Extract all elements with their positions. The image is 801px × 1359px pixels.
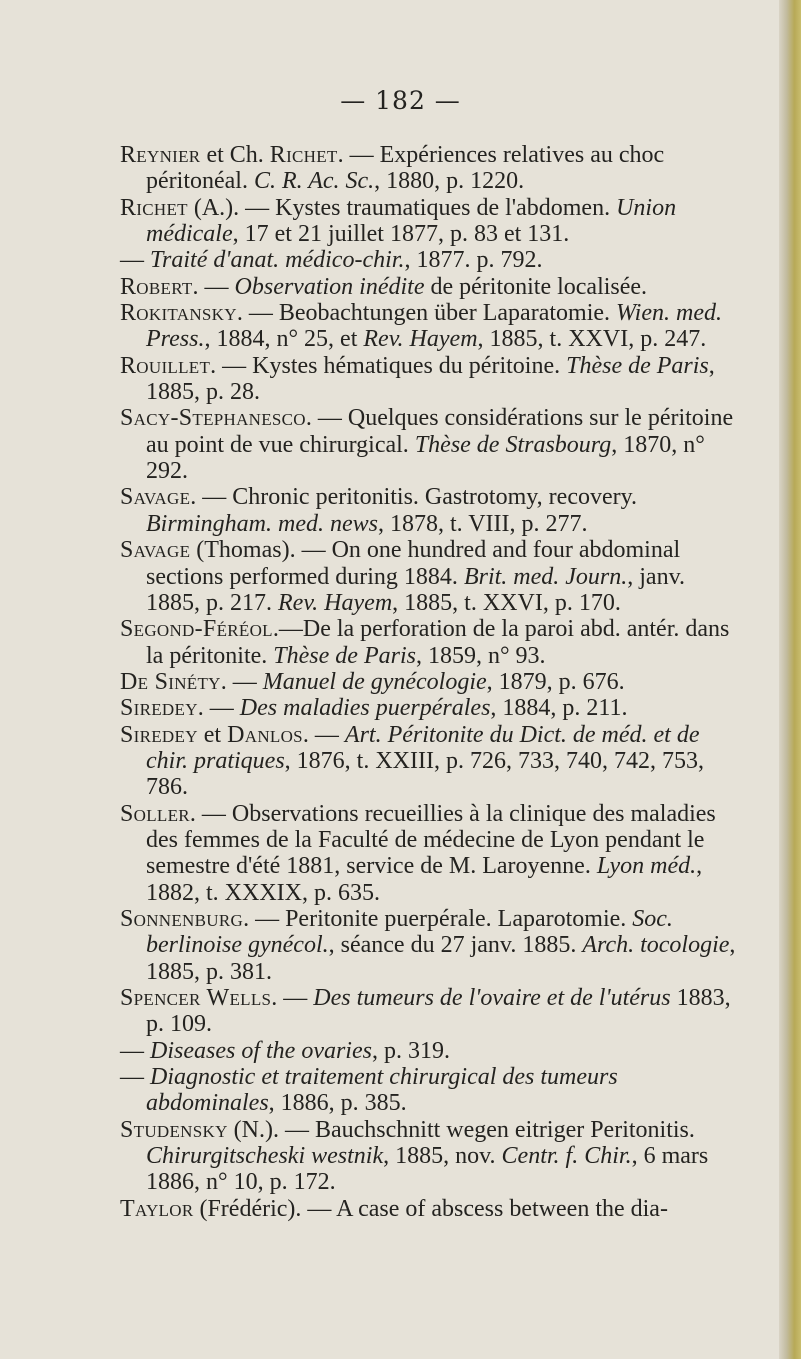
entry-author: Siredey (120, 721, 198, 748)
entry-source: C. R. Ac. Sc. (253, 168, 375, 195)
entry-source: Brit. med. Journ. (463, 563, 628, 590)
bibliography-entry: Sonnenburg. — Peritonite puerpérale. Laparotomie. Soc. berlinoise gynécol., séance du 27 janv. 1885. Arch. tocologie, 1885, p. 381. (120, 905, 736, 985)
bibliography-entry: Richet (A.). — Kystes traumatiques de l'abdomen. Union médicale, 17 et 21 juillet 1877, p. 83 et 131. (120, 194, 677, 248)
entry-source: Rev. Hayem (363, 326, 478, 353)
entry-author: Richet (120, 194, 188, 221)
entry-source: Observation inédite (234, 273, 425, 300)
entry-author: Richet (269, 142, 338, 168)
entry-source: Thèse de Strasbourg (414, 431, 612, 458)
bibliography-entry: Sacy-Stephanesco. — Quelques considérations sur le péritoine au point de vue chirurgical. Thèse de Strasbourg, 1870, n° 292. (120, 405, 734, 485)
entry-author: Sacy-Stephanesco (120, 405, 306, 432)
bibliography-entry: Siredey et Danlos. — Art. Péritonite du Dict. de méd. et de chir. pratiques, 1876, t. XXIII, p. 726, 733, 740, 742, 753, 786. (120, 721, 704, 801)
bibliography-entry: Rokitansky. — Beobachtungen über Laparatomie. Wien. med. Press., 1884, n° 25, et Rev. Hayem, 1885, t. XXVI, p. 247. (120, 300, 722, 353)
entry-source: Rev. Hayem (278, 589, 393, 616)
bibliography-entry: Studensky (N.). — Bauchschnitt wegen eitriger Peritonitis. Chirurgitscheski westnik, 1885, nov. Centr. f. Chir., 6 mars 1886, n° 10, p. 172. (120, 1116, 709, 1196)
entry-author: Soller (120, 800, 190, 827)
bibliography-entry: Siredey. — Des maladies puerpérales, 1884, p. 211. (120, 695, 628, 722)
bibliography-entry: Taylor (Frédéric). — A case of abscess between the dia- (120, 1195, 668, 1222)
page-edge-shadow (779, 0, 801, 1359)
page-number: — 182 — (340, 86, 461, 115)
entry-source: Soc. berlinoise gynécol. (146, 905, 673, 959)
entry-author: Robert (120, 273, 193, 300)
entry-author: Segond-Féréol (120, 616, 273, 643)
entry-author: Sonnenburg (120, 905, 244, 932)
entry-source: Diagnostic et traitement chirurgical des tumeurs abdominales (146, 1064, 618, 1117)
bibliography-entry: Soller. — Observations recueillies à la clinique des maladies des femmes de la Faculté de médecine de Lyon pendant le semestre d'été 1881, service de M. Laroyenne. Lyon méd., 1882, t. XXXIX, p. 635. (120, 800, 716, 906)
entry-source: Wien. med. Press. (146, 300, 722, 353)
entry-source: Art. Péritonite du Dict. de méd. et de chir. pratiques (146, 721, 700, 774)
entry-author: Studensky (120, 1116, 228, 1143)
entry-author: Siredey (120, 695, 198, 722)
entry-source: Thèse de Paris (566, 352, 709, 379)
bibliography-entry: De Sinéty. — Manuel de gynécologie, 1879, p. 676. (120, 668, 625, 695)
bibliography-entry: — Diseases of the ovaries, p. 319. (120, 1037, 450, 1064)
entry-source: Diseases of the ovaries (150, 1037, 372, 1064)
entry-source: Manuel de gynécologie (262, 668, 487, 695)
entry-author: Taylor (120, 1195, 194, 1222)
bibliography-entry: Rouillet. — Kystes hématiques du péritoine. Thèse de Paris, 1885, p. 28. (120, 352, 715, 406)
bibliography-entry: Reynier et Ch. Richet. — Expériences relatives au choc péritonéal. C. R. Ac. Sc., 1880, p. 1220. (120, 142, 665, 195)
bibliography-entry: — Traité d'anat. médico-chir., 1877. p. 792. (120, 247, 543, 274)
entry-source: Chirurgitscheski westnik (146, 1143, 384, 1170)
bibliography-entry: Segond-Féréol.—De la perforation de la paroi abd. antér. dans la péritonite. Thèse de Paris, 1859, n° 93. (120, 616, 730, 669)
bibliography-entry: Savage (Thomas). — On one hundred and four abdominal sections performed during 1884. Brit. med. Journ., janv. 1885, p. 217. Rev. Hayem, 1885, t. XXVI, p. 170. (120, 537, 686, 616)
bibliography-entry: Savage. — Chronic peritonitis. Gastrotomy, recovery. Birmingham. med. news, 1878, t. VIII, p. 277. (120, 484, 638, 537)
entry-author: Rokitansky (120, 300, 237, 327)
entry-author: Rouillet (120, 352, 211, 379)
entry-source: Des tumeurs de l'ovaire et de l'utérus (313, 985, 671, 1011)
bibliography-entry: — Diagnostic et traitement chirurgical des tumeurs abdominales, 1886, p. 385. (120, 1064, 618, 1117)
entry-author: Savage (120, 537, 191, 564)
bibliography-entry: Robert. — Observation inédite de péritonite localisée. (120, 273, 648, 300)
entry-author: Savage (120, 484, 191, 511)
entry-author: De Sinéty (120, 668, 221, 695)
entry-source: Traité d'anat. médico-chir. (150, 247, 405, 274)
bibliography-entry: Spencer Wells. — Des tumeurs de l'ovaire et de l'utérus 1883, p. 109. (120, 985, 731, 1038)
entry-source: Union médicale (146, 194, 677, 248)
bibliography-list (120, 142, 740, 1222)
entry-source: Arch. tocologie (582, 932, 730, 959)
entry-source: Centr. f. Chir. (501, 1143, 632, 1170)
entry-author: Reynier (120, 142, 201, 168)
entry-source: Lyon méd. (596, 853, 697, 880)
entry-author: Spencer Wells (120, 985, 272, 1011)
entry-source: Thèse de Paris (273, 642, 416, 669)
entry-author: Danlos (227, 721, 303, 748)
entry-source: Birmingham. med. news (146, 510, 378, 537)
entry-source: Des maladies puerpérales (239, 695, 491, 722)
